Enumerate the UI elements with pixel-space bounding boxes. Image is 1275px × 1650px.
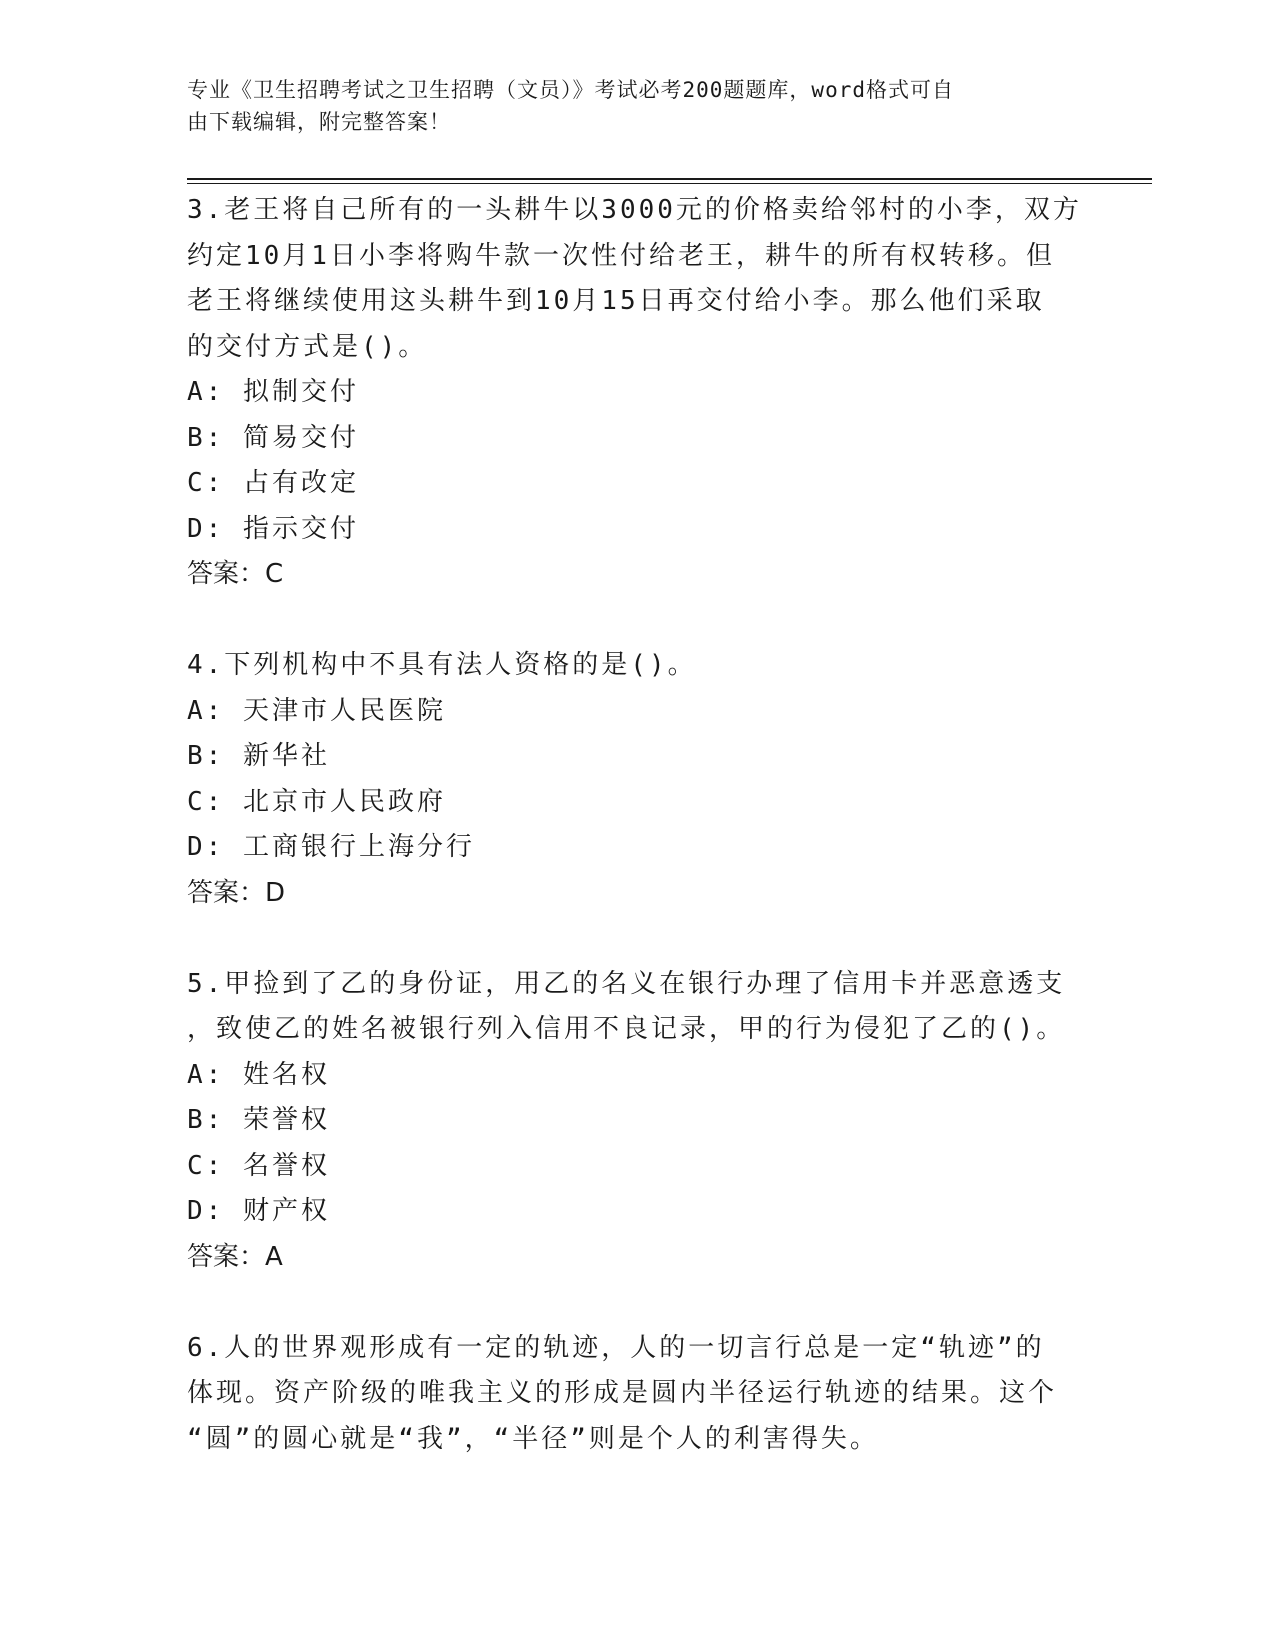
question-stem-line: 4.下列机构中不具有法人资格的是()。 (187, 650, 697, 680)
option-b: B: 荣誉权 (187, 1105, 330, 1135)
question-stem-line: ，致使乙的姓名被银行列入信用不良记录，甲的行为侵犯了乙的()。 (187, 1014, 1066, 1044)
question-stem-line: 3.老王将自己所有的一头耕牛以3000元的价格卖给邻村的小李，双方 (187, 195, 1082, 225)
answer-line: 答案：A (187, 1241, 283, 1272)
header-line-2: 由下载编辑，附完整答案！ (187, 110, 451, 134)
option-a: A: 姓名权 (187, 1059, 330, 1090)
option-a: A: 拟制交付 (187, 377, 359, 407)
question-stem-line: 老王将继续使用这头耕牛到10月15日再交付给小李。那么他们采取 (187, 286, 1045, 316)
question-4 (187, 643, 1087, 916)
question-stem-line: 5.甲捡到了乙的身份证，用乙的名义在银行办理了信用卡并恶意透支 (187, 968, 1066, 999)
option-c: C: 北京市人民政府 (187, 786, 446, 817)
option-d: D: 财产权 (187, 1196, 330, 1226)
question-3 (187, 188, 1087, 598)
question-stem-line: 体现。资产阶级的唯我主义的形成是圆内半径运行轨迹的结果。这个 (187, 1378, 1058, 1408)
document-header (187, 74, 1067, 138)
option-b: B: 简易交付 (187, 422, 359, 453)
option-a: A: 天津市人民医院 (187, 695, 446, 726)
option-c: C: 占有改定 (187, 468, 359, 498)
option-c: C: 名誉权 (187, 1150, 330, 1181)
header-line-1: 专业《卫生招聘考试之卫生招聘（文员）》考试必考200题题库，word格式可自 (187, 78, 954, 102)
header-rule-thin (187, 183, 1152, 184)
question-5 (187, 962, 1087, 1281)
option-d: D: 工商银行上海分行 (187, 832, 475, 862)
question-list (187, 188, 1087, 1508)
question-stem-line: 的交付方式是()。 (187, 331, 428, 362)
header-rule-thick (187, 178, 1152, 180)
question-stem-line: 约定10月1日小李将购牛款一次性付给老王，耕牛的所有权转移。但 (187, 240, 1055, 271)
question-6 (187, 1326, 1087, 1463)
question-stem-line: 6.人的世界观形成有一定的轨迹，人的一切言行总是一定“轨迹”的 (187, 1332, 1045, 1363)
question-stem-line: “圆”的圆心就是“我”，“半径”则是个人的利害得失。 (187, 1423, 879, 1454)
option-b: B: 新华社 (187, 741, 330, 771)
option-d: D: 指示交付 (187, 513, 359, 544)
answer-line: 答案：C (187, 559, 284, 589)
answer-line: 答案：D (187, 877, 286, 908)
